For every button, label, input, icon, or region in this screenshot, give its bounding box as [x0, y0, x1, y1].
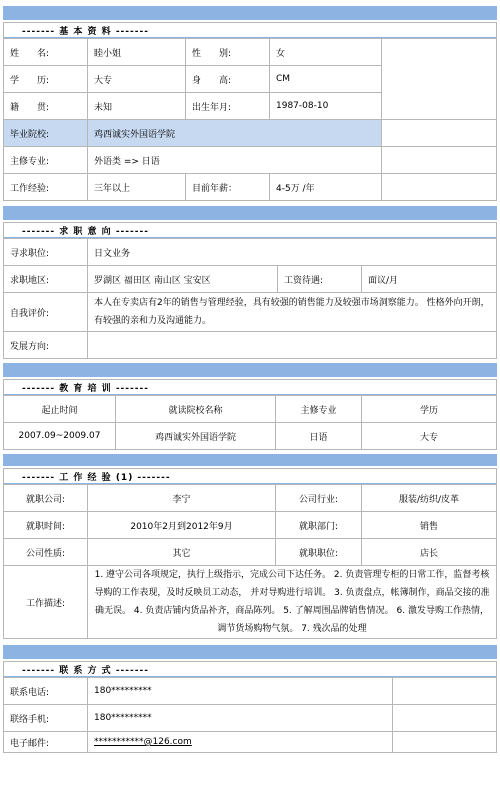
origin-label: 籍 贯: — [4, 93, 88, 120]
basic-info-table — [3, 38, 497, 201]
edu-row-major: 日语 — [276, 423, 362, 450]
desc-label: 工作描述: — [4, 566, 88, 639]
divider-bar — [3, 206, 497, 220]
edu-row-degree: 大专 — [362, 423, 497, 450]
email-label: 电子邮件: — [4, 732, 88, 753]
top-bar — [3, 6, 497, 20]
salary-label: 目前年薪： — [186, 174, 270, 201]
exp-label: 工作经验: — [4, 174, 88, 201]
area-value: 罗湖区 福田区 南山区 宝安区 — [88, 266, 278, 293]
name-label: 姓 名: — [4, 39, 88, 66]
phone-label: 联系电话: — [4, 678, 88, 705]
desc-value: 1. 遵守公司各项规定，执行上级指示，完成公司下达任务。 2. 负责管理专柜的日常工作，监督考核导购的工作表现，及时反映员工动态， 并对导购进行培训。 3. 负责盘点，帐簿制作，商品交接的准确无误。 4. 负责店铺内货品补齐，商品陈列。 5. 了解周围品牌销售情况。 6. 激发导购工作热情，调节货场购物气氛。 7. 残次品的处理 — [88, 566, 497, 639]
salary-value: 4-5万 /年 — [270, 174, 382, 201]
email-link[interactable]: ***********@126.com — [94, 737, 192, 747]
section-intent-title: ------- 求 职 意 向 ------- — [3, 222, 497, 238]
divider-bar — [3, 645, 497, 659]
worktime-label: 就职时间: — [4, 512, 88, 539]
name-value: 睦小姐 — [88, 39, 186, 66]
edu-value: 大专 — [88, 66, 186, 93]
pay-label: 工资待遇: — [278, 266, 362, 293]
section-work-title: ------- 工 作 经 验 (1) ------- — [3, 468, 497, 484]
school-label: 毕业院校: — [4, 120, 88, 147]
edu-row-time: 2007.09~2009.07 — [4, 423, 116, 450]
edu-header-school: 就读院校名称 — [116, 396, 276, 423]
divider-bar — [3, 454, 497, 466]
height-value: CM — [270, 66, 382, 93]
dev-label: 发展方向: — [4, 332, 88, 359]
edu-label: 学 历: — [4, 66, 88, 93]
industry-label: 公司行业: — [276, 485, 362, 512]
blank-cell — [382, 147, 497, 174]
role-label: 就职职位: — [276, 539, 362, 566]
position-value: 日文业务 — [88, 239, 497, 266]
blank-cell — [382, 174, 497, 201]
edu-header-time: 起止时间 — [4, 396, 116, 423]
nature-value: 其它 — [88, 539, 276, 566]
blank-cell — [393, 678, 497, 705]
blank-cell — [393, 732, 497, 753]
gender-label: 性 别: — [186, 39, 270, 66]
origin-value: 未知 — [88, 93, 186, 120]
nature-label: 公司性质: — [4, 539, 88, 566]
birth-label: 出生年月: — [186, 93, 270, 120]
gender-value: 女 — [270, 39, 382, 66]
role-value: 店长 — [362, 539, 497, 566]
eval-value: 本人在专卖店有2年的销售与管理经验，具有较强的销售能力及较强市场洞察能力。 性格外向开朗，有较强的亲和力及沟通能力。 — [88, 293, 497, 332]
intent-table — [3, 238, 497, 359]
edu-header-degree: 学历 — [362, 396, 497, 423]
phone-value: 180********* — [88, 678, 393, 705]
education-table — [3, 395, 497, 450]
school-value: 鸡西诚实外国语学院 — [88, 120, 382, 147]
photo-cell — [382, 39, 497, 120]
exp-value: 三年以上 — [88, 174, 186, 201]
section-contact-title: ------- 联 系 方 式 ------- — [3, 661, 497, 677]
edu-header-major: 主修专业 — [276, 396, 362, 423]
birth-value: 1987-08-10 — [270, 93, 382, 120]
contact-table — [3, 677, 497, 753]
section-education-title: ------- 教 育 培 训 ------- — [3, 379, 497, 395]
major-label: 主修专业: — [4, 147, 88, 174]
mobile-value: 180********* — [88, 705, 393, 732]
dept-label: 就职部门: — [276, 512, 362, 539]
worktime-value: 2010年2月到2012年9月 — [88, 512, 276, 539]
company-value: 李宁 — [88, 485, 276, 512]
blank-cell — [382, 120, 497, 147]
company-label: 就职公司: — [4, 485, 88, 512]
position-label: 寻求职位: — [4, 239, 88, 266]
email-cell — [88, 732, 393, 753]
major-value: 外语类 => 日语 — [88, 147, 382, 174]
eval-label: 自我评价: — [4, 293, 88, 332]
height-label: 身 高: — [186, 66, 270, 93]
blank-cell — [393, 705, 497, 732]
section-basic-title: ------- 基 本 资 料 ------- — [3, 22, 497, 38]
resume-page — [0, 6, 500, 790]
area-label: 求职地区: — [4, 266, 88, 293]
dev-value — [88, 332, 497, 359]
divider-bar — [3, 363, 497, 377]
pay-value: 面议/月 — [362, 266, 497, 293]
work-table — [3, 484, 497, 639]
edu-row-school: 鸡西诚实外国语学院 — [116, 423, 276, 450]
dept-value: 销售 — [362, 512, 497, 539]
mobile-label: 联络手机: — [4, 705, 88, 732]
industry-value: 服装/纺织/皮革 — [362, 485, 497, 512]
